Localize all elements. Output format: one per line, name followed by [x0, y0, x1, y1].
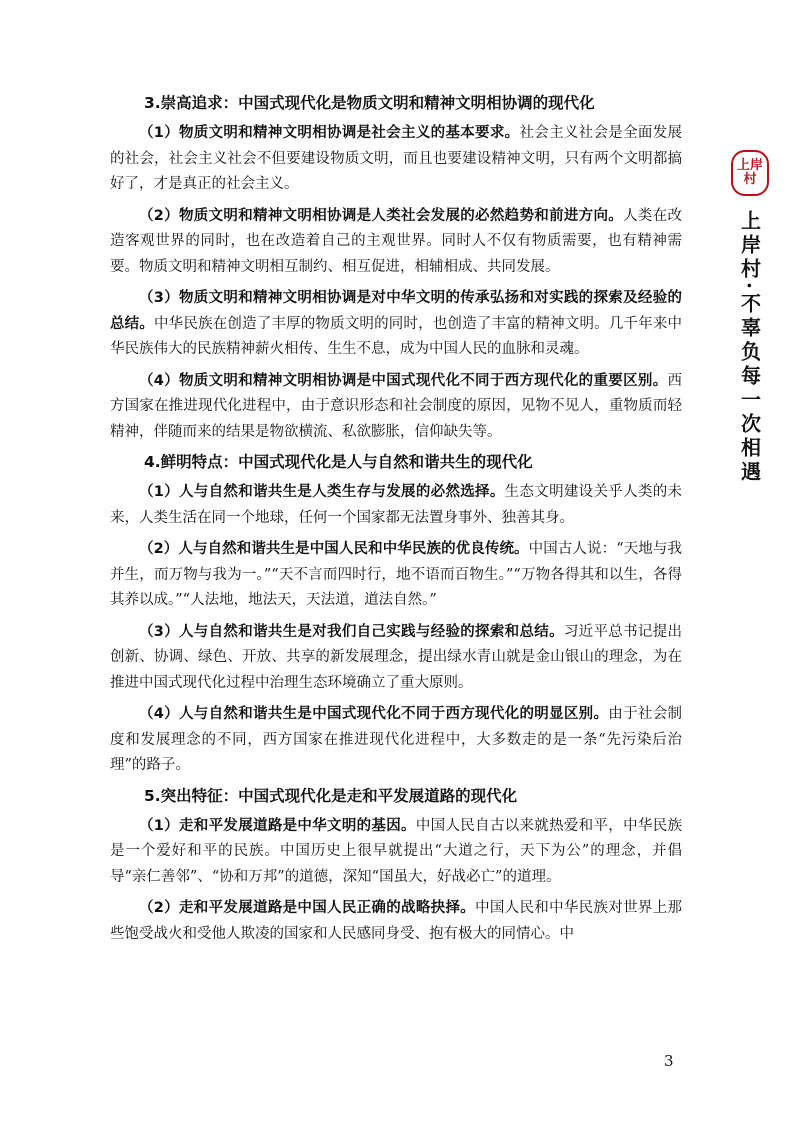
sidebar-slogan: 上岸村·不辜负每一次相遇 [737, 210, 762, 485]
paragraph-text: 由于社会制度和发展理念的不同，西方国家在推进现代化进程中，大多数走的是一条“先污染后治理”的路子。 [110, 706, 682, 773]
brand-seal-logo [731, 150, 769, 196]
section-5 [110, 785, 682, 948]
paragraph-text: 社会主义社会是全面发展的社会，社会主义社会不但要建设物质文明，而且也要建设精神文明，只有两个文明都搞好了，才是真正的社会主义。 [110, 125, 682, 192]
paragraph-text: 西方国家在推进现代化进程中，由于意识形态和社会制度的原因，见物不见人，重物质而轻精神，伴随而来的结果是物欲横流、私欲膨胀，信仰缺失等。 [110, 372, 682, 440]
document-body [110, 92, 682, 953]
section-3 [110, 92, 682, 445]
paragraph-text: 人类在改造客观世界的同时，也在改造着自己的主观世界。同时人不仅有物质需要，也有精神需要。物质文明和精神文明相互制约、相互促进，相辅相成、共同发展。 [110, 207, 683, 275]
paragraph-text: 中国人民自古以来就热爱和平，中华民族是一个爱好和平的民族。中国历史上很早就提出“大道之行，天下为公”的理念，并倡导“亲仁善邻”、“协和万邦”的道德，深知“国虽大，好战必亡”的道理。 [110, 817, 682, 885]
paragraph-lead: （2）人与自然和谐共生是中国人民和中华民族的优良传统。 [139, 541, 529, 557]
paragraph-lead: （1）人与自然和谐共生是人类生存与发展的必然选择。 [139, 484, 505, 500]
paragraph [110, 702, 682, 779]
paragraph [110, 620, 682, 697]
paragraph-lead: （1）走和平发展道路是中华文明的基因。 [139, 817, 416, 834]
section-4 [110, 451, 682, 779]
paragraph [110, 537, 682, 614]
sidebar [730, 150, 770, 485]
paragraph [110, 814, 682, 891]
paragraph [110, 896, 682, 947]
seal-text-top: 上岸 [736, 158, 763, 173]
paragraph-text: 中华民族在创造了丰厚的物质文明的同时，也创造了丰富的精神文明。几千年来中华民族伟大的民族精神薪火相传、生生不息，成为中国人民的血脉和灵魂。 [110, 315, 682, 357]
page-number: 3 [664, 1052, 674, 1070]
section-heading: 4.鲜明特点：中国式现代化是人与自然和谐共生的现代化 [144, 453, 533, 471]
section-heading: 3.崇高追求：中国式现代化是物质文明和精神文明相协调的现代化 [144, 94, 595, 112]
paragraph-lead: （3）人与自然和谐共生是对我们自己实践与经验的探索和总结。 [139, 623, 564, 640]
paragraph-lead: （4）物质文明和精神文明相协调是中国式现代化不同于西方现代化的重要区别。 [139, 372, 668, 389]
paragraph [110, 369, 682, 446]
paragraph [110, 480, 682, 531]
section-heading: 5.突出特征：中国式现代化是走和平发展道路的现代化 [144, 786, 518, 805]
paragraph-text: 生态文明建设关乎人类的未来，人类生活在同一个地球，任何一个国家都无法置身事外、独善其身。 [110, 484, 683, 526]
paragraph-text: 中国人民和中华民族对世界上那些饱受战火和受他人欺凌的国家和人民感同身受、抱有极大的同情心。中 [110, 900, 682, 942]
paragraph [110, 204, 682, 281]
paragraph-lead: （2）物质文明和精神文明相协调是人类社会发展的必然趋势和前进方向。 [139, 207, 624, 224]
paragraph-lead: （2）走和平发展道路是中国人民正确的战略抉择。 [139, 900, 476, 916]
paragraph-lead: （1）物质文明和精神文明相协调是社会主义的基本要求。 [139, 125, 520, 141]
paragraph-text: 中国古人说：“天地与我并生，而万物与我为一。”“天不言而四时行，地不语而百物生。”“万物各得其和以生，各得其养以成。”“人法地，地法天，天法道，道法自然。” [110, 541, 682, 608]
paragraph-text: 习近平总书记提出创新、协调、绿色、开放、共享的新发展理念，提出绿水青山就是金山银山的理念，为在推进中国式现代化过程中治理生态环境确立了重大原则。 [110, 623, 682, 691]
paragraph [110, 286, 682, 363]
seal-text-bottom: 村 [743, 172, 757, 187]
paragraph [110, 121, 682, 198]
paragraph-lead: （3）物质文明和精神文明相协调是对中华文明的传承弘扬和对实践的探索及经验的总结。 [110, 290, 682, 332]
paragraph-lead: （4）人与自然和谐共生是中国式现代化不同于西方现代化的明显区别。 [139, 706, 609, 722]
